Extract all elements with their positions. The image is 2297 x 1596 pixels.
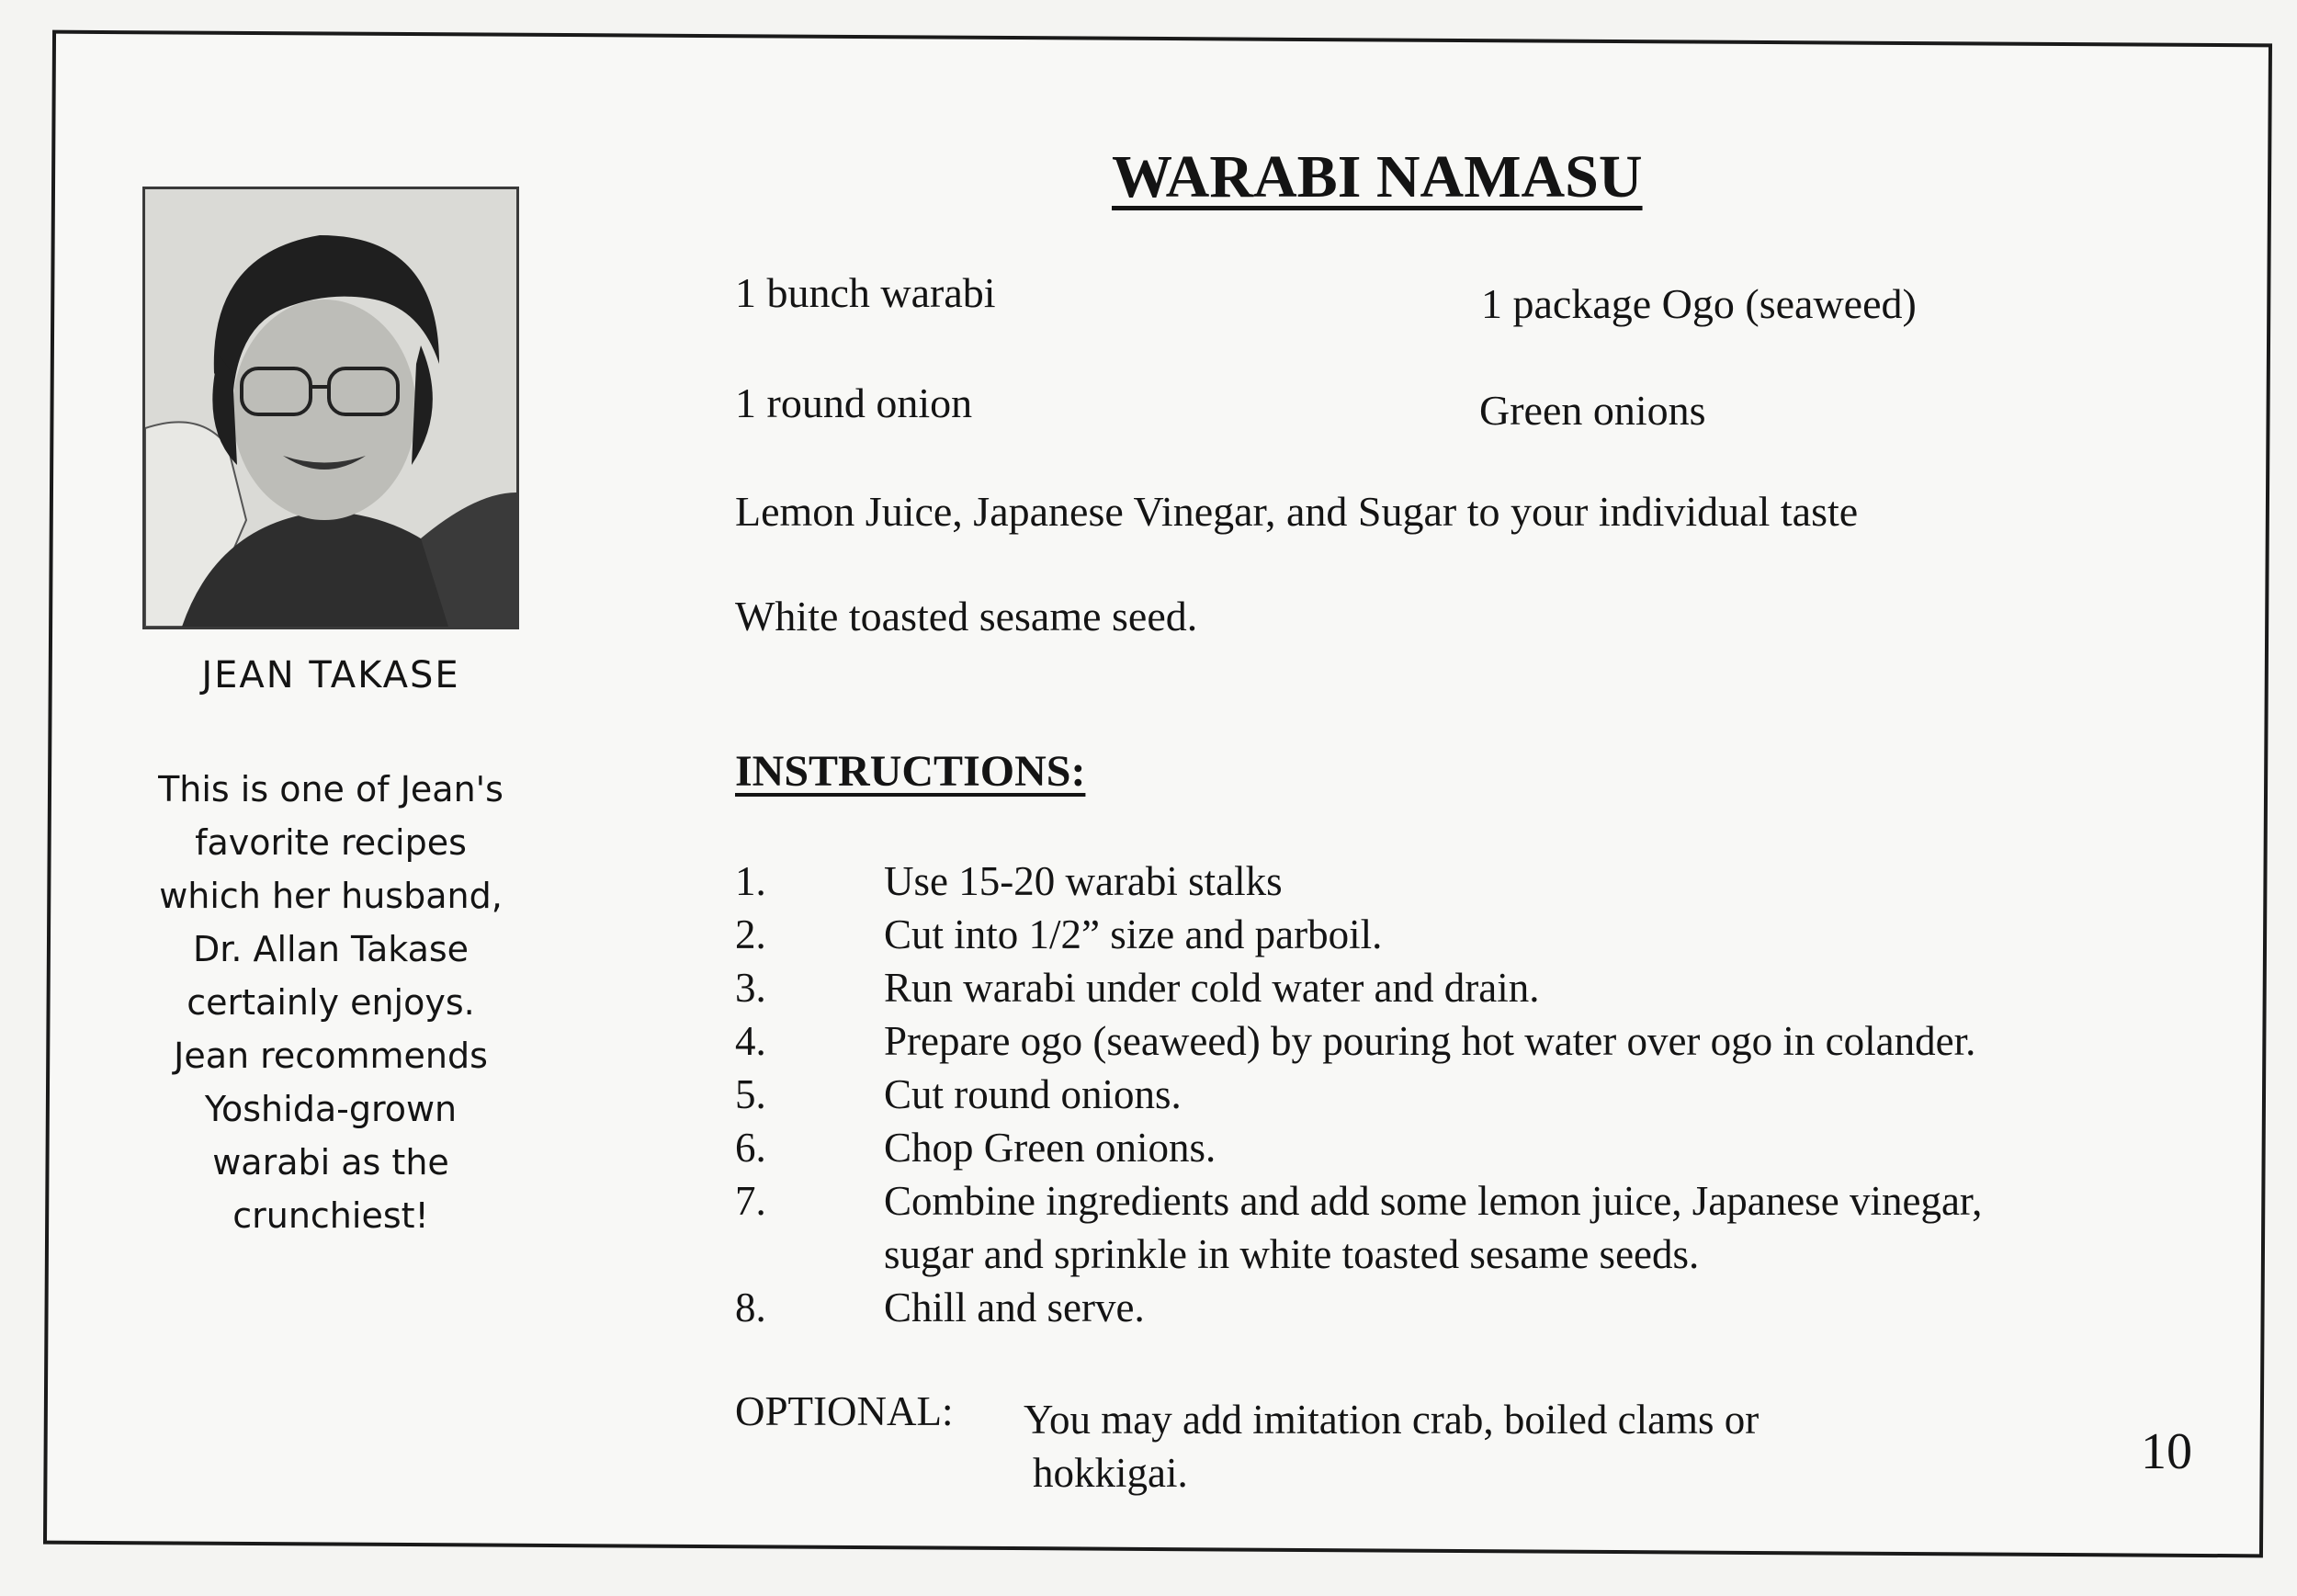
step-number: 3. bbox=[735, 965, 766, 1011]
instruction-step bbox=[735, 1121, 2242, 1174]
bio-line: Jean recommends bbox=[174, 1036, 488, 1076]
step-number: 6. bbox=[735, 1125, 766, 1171]
page-number: 10 bbox=[2141, 1423, 2192, 1480]
bio-line: which her husband, bbox=[159, 876, 503, 916]
instruction-step bbox=[735, 908, 2242, 961]
contributor-bio bbox=[92, 763, 570, 1242]
bio-line: favorite recipes bbox=[195, 822, 467, 863]
step-text: Chill and serve. bbox=[884, 1285, 1145, 1330]
bio-line: warabi as the bbox=[212, 1142, 449, 1183]
step-number: 4. bbox=[735, 1018, 766, 1064]
instruction-step bbox=[735, 1014, 2242, 1068]
step-text: Chop Green onions. bbox=[884, 1125, 1216, 1171]
ingredient-item: White toasted sesame seed. bbox=[735, 593, 1198, 640]
bio-line: This is one of Jean's bbox=[158, 769, 504, 809]
ingredient-item: 1 round onion bbox=[735, 379, 973, 426]
instructions-list bbox=[735, 855, 2242, 1334]
ingredient-item: Green onions bbox=[1479, 387, 1706, 434]
step-text: Run warabi under cold water and drain. bbox=[884, 965, 1540, 1011]
step-number: 2. bbox=[735, 911, 766, 957]
optional-note-line: hokkigai. bbox=[1033, 1450, 1188, 1496]
contributor-photo bbox=[142, 187, 519, 629]
ingredient-item: Lemon Juice, Japanese Vinegar, and Sugar to your individual taste bbox=[735, 488, 1859, 535]
bio-line: certainly enjoys. bbox=[187, 982, 475, 1023]
instruction-step bbox=[735, 1174, 2242, 1281]
instruction-step bbox=[735, 1068, 2242, 1121]
step-number: 5. bbox=[735, 1071, 766, 1117]
bio-line: Dr. Allan Takase bbox=[192, 929, 470, 969]
contributor-name: JEAN TAKASE bbox=[201, 654, 460, 696]
instruction-step bbox=[735, 855, 2242, 908]
instruction-step bbox=[735, 1281, 2242, 1334]
instructions-heading: INSTRUCTIONS: bbox=[735, 747, 1086, 796]
instruction-step bbox=[735, 961, 2242, 1014]
recipe-title: WARABI NAMASU bbox=[1112, 143, 1643, 210]
step-text: Prepare ogo (seaweed) by pouring hot water over ogo in colander. bbox=[884, 1018, 1976, 1064]
bio-line: Yoshida-grown bbox=[204, 1089, 458, 1129]
step-text: Cut round onions. bbox=[884, 1071, 1182, 1117]
optional-note bbox=[1024, 1393, 1942, 1500]
step-number: 1. bbox=[735, 858, 766, 904]
step-text: Combine ingredients and add some lemon juice, Japanese vinegar, sugar and sprinkle in white toasted sesame seeds. bbox=[884, 1178, 1983, 1277]
step-text: Cut into 1/2” size and parboil. bbox=[884, 911, 1383, 957]
ingredient-item: 1 package Ogo (seaweed) bbox=[1481, 280, 1917, 327]
step-text: Use 15-20 warabi stalks bbox=[884, 858, 1283, 904]
step-number: 8. bbox=[735, 1285, 766, 1330]
ingredient-item: 1 bunch warabi bbox=[735, 269, 996, 316]
bio-line: crunchiest! bbox=[232, 1195, 429, 1236]
optional-note-line: You may add imitation crab, boiled clams or bbox=[1024, 1397, 1760, 1443]
step-number: 7. bbox=[735, 1178, 766, 1224]
optional-label: OPTIONAL: bbox=[735, 1388, 954, 1434]
